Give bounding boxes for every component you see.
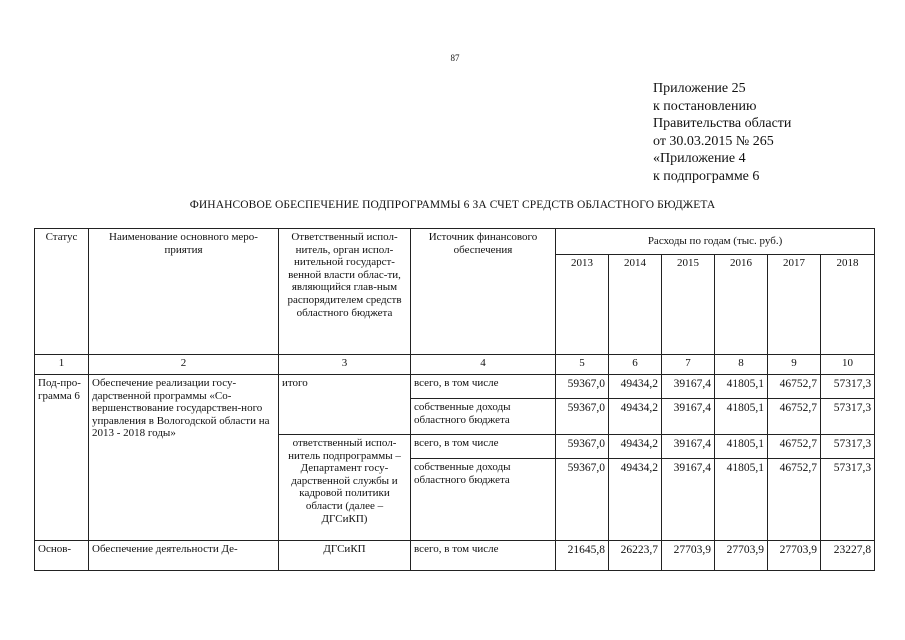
value-cell: 46752,7 xyxy=(768,435,821,459)
column-number: 3 xyxy=(279,355,411,375)
appendix-line: от 30.03.2015 № 265 xyxy=(653,133,774,149)
value-cell: 27703,9 xyxy=(715,541,768,571)
source-cell: всего, в том числе xyxy=(411,435,556,459)
value-cell: 39167,4 xyxy=(662,399,715,435)
financing-table xyxy=(34,228,875,571)
header-responsible: Ответственный испол-нитель, орган испол-нительной государст-венной власти облас-ти, являющийся глав-ным распорядителем средств областного бюджета xyxy=(279,229,411,355)
value-cell: 57317,3 xyxy=(821,375,875,399)
value-cell: 49434,2 xyxy=(609,459,662,541)
document-title: ФИНАНСОВОЕ ОБЕСПЕЧЕНИЕ ПОДПРОГРАММЫ 6 ЗА СЧЕТ СРЕДСТВ ОБЛАСТНОГО БЮДЖЕТА xyxy=(189,199,716,211)
appendix-line: Приложение 25 xyxy=(653,81,746,96)
appendix-line: «Приложение 4 xyxy=(653,151,746,167)
measure-name-cell: Обеспечение деятельности Де- xyxy=(89,541,279,571)
value-cell: 39167,4 xyxy=(662,435,715,459)
appendix-block xyxy=(653,80,791,186)
responsible-cell: ответственный испол-нитель подпрограммы – Департамент госу-дарственной службы и кадровой политики области (далее – ДГСиКП) xyxy=(279,435,411,541)
value-cell: 27703,9 xyxy=(662,541,715,571)
measure-name-cell: Обеспечение реализации госу-дарственной программы «Со-вершенствование государствен-ного управления в Вологодской области на 2013 - 2018 годы» xyxy=(89,375,279,541)
column-number: 10 xyxy=(821,355,875,375)
value-cell: 39167,4 xyxy=(662,459,715,541)
value-cell: 59367,0 xyxy=(556,459,609,541)
value-cell: 57317,3 xyxy=(821,399,875,435)
appendix-line: к постановлению xyxy=(653,98,757,114)
source-cell: собственные доходы областного бюджета xyxy=(411,459,556,541)
column-number: 9 xyxy=(768,355,821,375)
status-cell: Под-про-грамма 6 xyxy=(35,375,89,541)
source-cell: всего, в том числе xyxy=(411,375,556,399)
header-year: 2014 xyxy=(609,255,662,355)
value-cell: 46752,7 xyxy=(768,375,821,399)
appendix-line: Правительства области xyxy=(653,116,792,132)
value-cell: 49434,2 xyxy=(609,399,662,435)
header-year: 2018 xyxy=(821,255,875,355)
header-year: 2017 xyxy=(768,255,821,355)
column-number: 2 xyxy=(89,355,279,375)
header-year: 2013 xyxy=(556,255,609,355)
value-cell: 39167,4 xyxy=(662,375,715,399)
value-cell: 41805,1 xyxy=(715,399,768,435)
header-year: 2015 xyxy=(662,255,715,355)
value-cell: 59367,0 xyxy=(556,375,609,399)
value-cell: 23227,8 xyxy=(821,541,875,571)
value-cell: 41805,1 xyxy=(715,459,768,541)
column-number: 5 xyxy=(556,355,609,375)
value-cell: 46752,7 xyxy=(768,399,821,435)
header-name: Наименование основного меро-приятия xyxy=(89,229,279,355)
header-source: Источник финансового обеспечения xyxy=(411,229,556,355)
header-status: Статус xyxy=(35,229,89,355)
source-cell: собственные доходы областного бюджета xyxy=(411,399,556,435)
appendix-line: к подпрограмме 6 xyxy=(653,168,760,184)
value-cell: 46752,7 xyxy=(768,459,821,541)
source-cell: всего, в том числе xyxy=(411,541,556,571)
value-cell: 27703,9 xyxy=(768,541,821,571)
column-number: 4 xyxy=(411,355,556,375)
column-number: 7 xyxy=(662,355,715,375)
value-cell: 41805,1 xyxy=(715,435,768,459)
value-cell: 41805,1 xyxy=(715,375,768,399)
column-number: 8 xyxy=(715,355,768,375)
value-cell: 49434,2 xyxy=(609,435,662,459)
header-year: 2016 xyxy=(715,255,768,355)
value-cell: 21645,8 xyxy=(556,541,609,571)
value-cell: 26223,7 xyxy=(609,541,662,571)
column-number: 1 xyxy=(35,355,89,375)
responsible-cell: ДГСиКП xyxy=(279,541,411,571)
page-number: 87 xyxy=(450,53,460,63)
status-cell: Основ- xyxy=(35,541,89,571)
value-cell: 57317,3 xyxy=(821,435,875,459)
value-cell: 59367,0 xyxy=(556,435,609,459)
header-expenses: Расходы по годам (тыс. руб.) xyxy=(556,229,875,255)
value-cell: 57317,3 xyxy=(821,459,875,541)
value-cell: 59367,0 xyxy=(556,399,609,435)
column-number: 6 xyxy=(609,355,662,375)
value-cell: 49434,2 xyxy=(609,375,662,399)
responsible-cell: итого xyxy=(279,375,411,435)
